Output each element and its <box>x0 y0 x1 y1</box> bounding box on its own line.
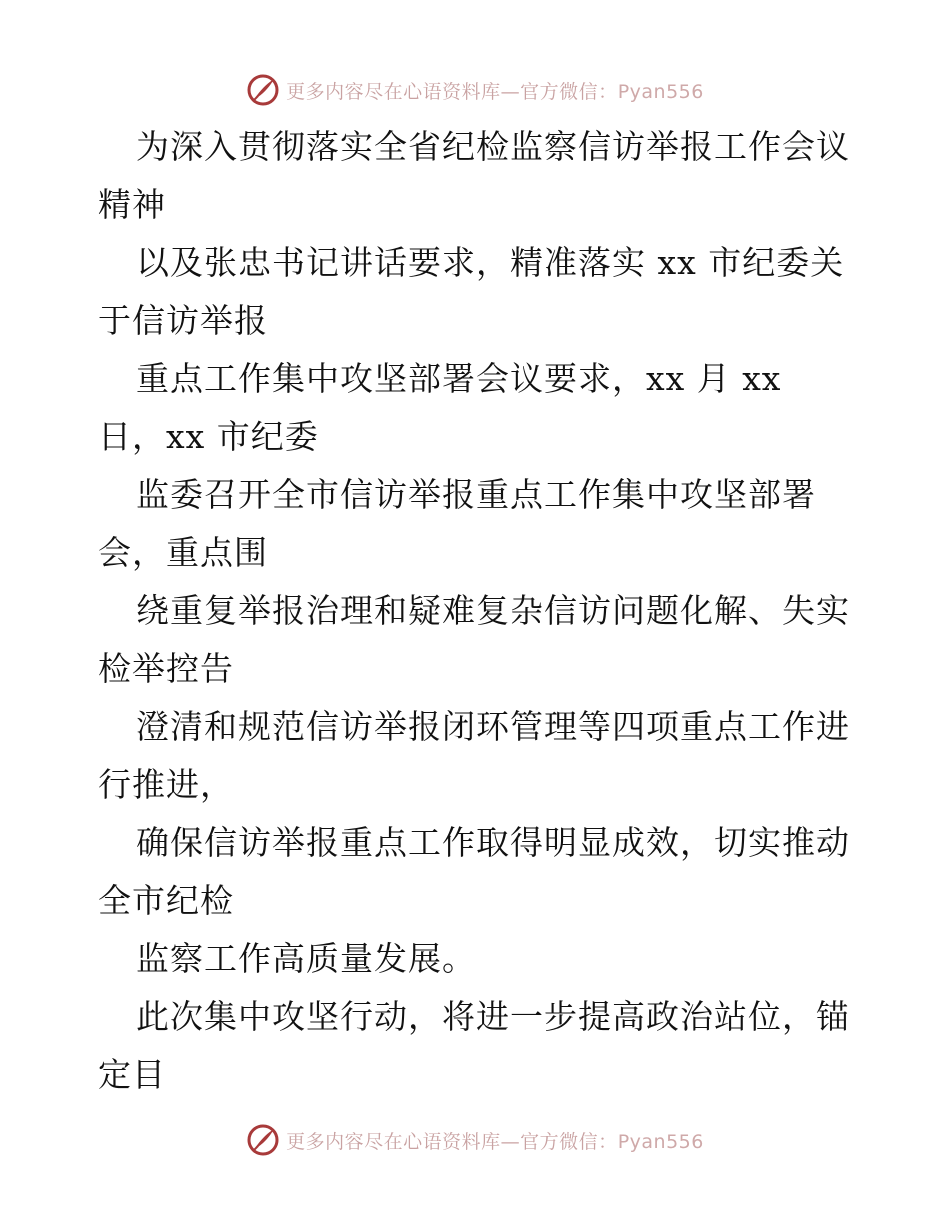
document-body <box>98 118 858 1104</box>
body-line: 检举控告 <box>98 649 234 688</box>
body-line: 澄清和规范信访举报闭环管理等四项重点工作进 <box>136 707 850 746</box>
footer-watermark <box>0 1120 950 1160</box>
watermark-text: 更多内容尽在心语资料库—官方微信：Pyan556 <box>286 1130 704 1153</box>
body-line: 监察工作高质量发展。 <box>136 939 476 978</box>
body-line: 确保信访举报重点工作取得明显成效，切实推动 <box>136 823 850 862</box>
body-line: 于信访举报 <box>98 301 268 340</box>
body-line: 此次集中攻坚行动，将进一步提高政治站位，锚 <box>136 997 850 1036</box>
body-line: 定目 <box>98 1055 166 1094</box>
body-line: 行推进， <box>98 765 234 804</box>
header-watermark <box>0 70 950 110</box>
body-line: 为深入贯彻落实全省纪检监察信访举报工作会议 <box>136 127 850 166</box>
body-line: 以及张忠书记讲话要求，精准落实 xx 市纪委关 <box>136 243 845 282</box>
body-line: 会，重点围 <box>98 533 268 572</box>
body-line: 监委召开全市信访举报重点工作集中攻坚部署 <box>136 475 816 514</box>
quill-circle-logo-icon <box>246 73 280 107</box>
body-line: 全市纪检 <box>98 881 234 920</box>
body-line: 日，xx 市纪委 <box>98 417 319 456</box>
quill-circle-logo-icon <box>246 1123 280 1157</box>
body-line: 绕重复举报治理和疑难复杂信访问题化解、失实 <box>136 591 850 630</box>
body-line: 精神 <box>98 185 166 224</box>
watermark-text: 更多内容尽在心语资料库—官方微信：Pyan556 <box>286 80 704 103</box>
body-line: 重点工作集中攻坚部署会议要求，xx 月 xx <box>136 359 782 398</box>
